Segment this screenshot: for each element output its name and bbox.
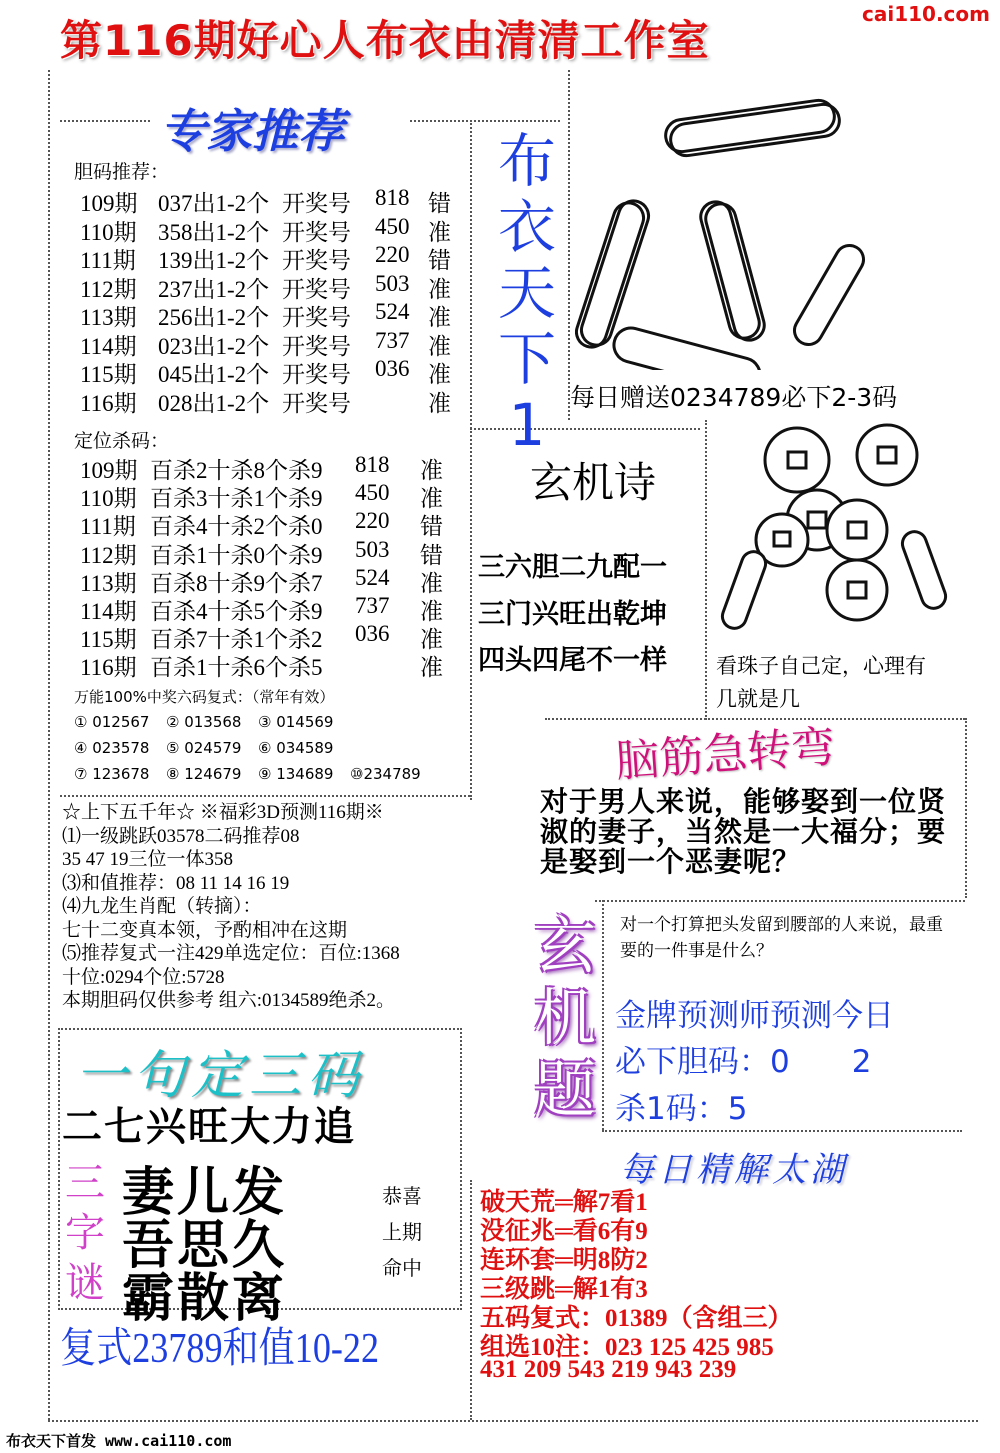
congrats-text: 命中 [382,1256,422,1280]
wanneng-cell: ③ 014569 [258,713,334,731]
brain-teaser-text: 对于男人来说，能够娶到一位贤淑的妻子，当然是一大福分；要是娶到一个恶妻呢？ [540,787,947,878]
bottom-border [48,1420,978,1422]
buyi-vertical-title [492,128,562,458]
center-divider [568,70,570,420]
result-cell: 524 [355,564,390,590]
period-cell: 112期 [80,542,137,568]
taihu-line: 没征兆═看6有9 [480,1218,648,1245]
vertical-char: 天 [497,259,556,327]
pick-cell: 037出1-2个 [158,191,270,216]
result-cell: 450 [375,213,410,239]
status-cell: 准 [420,458,443,483]
wanneng-cell: ① 012567 [74,713,150,731]
mystery-box-top [595,900,965,902]
vertical-char: 1 [508,391,546,459]
status-cell: 错 [428,191,451,216]
taihu-line: 组选10注：023 125 425 985 [480,1334,774,1361]
vertical-char: 三 [65,1160,105,1206]
result-cell: 220 [375,242,410,267]
result-cell: 737 [375,327,410,353]
taihu-line: 431 209 543 219 943 239 [480,1356,737,1383]
status-cell: 准 [420,627,443,653]
vertical-char: 下 [497,325,556,393]
period-cell: 116期 [80,390,137,416]
beads-note: 看珠子自己定，心理有几就是几 [716,654,926,711]
taihu-line: 破天荒═解7看1 [480,1189,648,1216]
result-cell: 524 [375,299,410,324]
must-dan-line: 必下胆码：0 2 [615,1044,872,1080]
kill-one-line: 杀1码：5 [615,1091,748,1127]
status-cell: 准 [420,570,443,596]
vertical-char: 字 [65,1210,105,1256]
note-line: 本期胆码仅供参考 组六:0134589绝杀2。 [62,990,396,1011]
taihu-box-left [470,1180,472,1420]
note-line: 35 47 19三位一体358 [62,849,234,870]
status-cell: 准 [420,655,443,681]
kill-label: 定位杀码： [74,430,170,452]
period-cell: 113期 [80,570,137,596]
status-cell: 准 [428,333,451,359]
result-cell: 503 [375,270,410,296]
result-cell: 818 [375,185,410,210]
period-cell: 115期 [80,362,137,387]
status-cell: 准 [420,599,443,624]
congrats-text: 上期 [382,1220,422,1244]
vertical-char: 机 [533,981,596,1054]
status-cell: 错 [420,542,443,568]
poem-line: 三六胆二九配一 [478,552,667,583]
pick-cell: 028出1-2个 [158,390,270,416]
brain-teaser-title: 脑筋急转弯 [613,721,837,788]
status-cell: 准 [428,276,451,302]
taihu-title: 每日精解太湖 [620,1150,848,1190]
period-cell: 111期 [80,248,136,273]
note-line: ⑷九龙生肖配（转摘）： [62,896,262,917]
pick-cell: 百杀1十杀0个杀9 [150,542,323,568]
poem-title: 玄机诗 [530,458,657,507]
dan-label: 胆码推荐： [74,161,170,183]
vertical-char: 谜 [65,1260,105,1306]
status-cell: 准 [428,390,451,416]
period-cell: 114期 [80,333,137,359]
taihu-line: 三级跳═解1有3 [480,1276,648,1303]
wanneng-cell: ⑧ 124679 [166,765,242,783]
one-line-phrase: 二七兴旺大力追 [62,1104,356,1150]
pick-cell: 358出1-2个 [158,219,270,245]
period-cell: 110期 [80,219,137,245]
label-cell: 开奖号 [282,390,351,416]
pick-cell: 237出1-2个 [158,276,270,302]
riddle-word: 妻儿发 [122,1162,288,1223]
period-cell: 115期 [80,627,137,653]
pick-cell: 百杀2十杀8个杀9 [150,458,323,483]
label-cell: 开奖号 [282,305,351,330]
result-cell: 450 [355,480,390,506]
result-cell: 220 [355,508,390,534]
vertical-char: 衣 [497,193,556,261]
label-cell: 开奖号 [282,362,351,387]
period-cell: 110期 [80,486,137,512]
taihu-line: 五码复式：01389（含组三） [480,1305,793,1332]
pick-cell: 256出1-2个 [158,305,270,330]
poem-line: 三门兴旺出乾坤 [478,599,667,630]
teaser-box-right [965,718,967,898]
wanneng-cell: ⑥ 034589 [258,739,334,757]
wanneng-label: 万能100%中奖六码复式：（常年有效） [74,688,335,706]
status-cell: 错 [420,514,443,540]
taihu-line: 连环套═明8防2 [480,1247,648,1274]
mystery-box-bottom [602,1130,962,1132]
rectangle-sketch-image [575,80,875,370]
mystery-question: 对一个打算把头发留到腰部的人来说，最重要的一件事是什么？ [620,915,943,961]
pick-cell: 百杀4十杀5个杀9 [150,599,323,624]
wanneng-cell: ⑩234789 [350,765,421,783]
label-cell: 开奖号 [282,219,351,245]
period-cell: 111期 [80,514,136,540]
wanneng-cell: ④ 023578 [74,739,150,757]
status-cell: 准 [420,486,443,512]
coins-sketch-image [712,420,962,645]
note-line: 七十二变真本领，予酌相冲在这期 [62,919,348,941]
expert-heading: 专家推荐 [160,104,344,158]
note-line: ⑸推荐复式一注429单选定位：百位:1368 [62,943,400,964]
note-line: ☆上下五千年☆ ※福彩3D预测116期※ [62,802,384,823]
pick-cell: 百杀3十杀1个杀9 [150,486,323,512]
result-cell: 036 [355,621,390,647]
wanneng-cell: ⑤ 024579 [166,739,242,757]
mystery-box-left [602,900,604,1130]
label-cell: 开奖号 [282,191,351,216]
pick-cell: 百杀8十杀9个杀7 [150,570,323,596]
site-badge[interactable]: cai110.com [862,2,990,26]
expert-box-right [470,120,472,800]
period-cell: 112期 [80,276,137,302]
daily-gift: 每日赠送0234789必下2-3码 [570,383,898,412]
result-cell: 818 [355,452,390,477]
label-cell: 开奖号 [282,248,351,273]
result-cell: 036 [375,356,410,381]
three-char-riddle-title [60,1158,110,1308]
status-cell: 准 [428,362,451,387]
expert-box-top-right [410,120,560,122]
pick-cell: 139出1-2个 [158,248,270,273]
result-cell: 503 [355,536,390,562]
note-line: ⑶和值推荐：08 11 14 16 19 [62,872,290,894]
gold-predictor-line: 金牌预测师预测今日 [615,998,894,1034]
label-cell: 开奖号 [282,276,351,302]
period-cell: 113期 [80,305,137,330]
status-cell: 准 [428,305,451,330]
period-cell: 114期 [80,599,137,624]
wanneng-cell: ⑦ 123678 [74,765,150,783]
status-cell: 准 [428,219,451,245]
pick-cell: 百杀4十杀2个杀0 [150,514,323,540]
result-cell: 737 [355,593,390,618]
note-line: 十位:0294个位:5728 [62,966,225,988]
period-cell: 116期 [80,655,137,681]
vertical-char: 布 [497,127,556,195]
pick-cell: 百杀1十杀6个杀5 [150,655,323,681]
poem-box-right [705,420,707,720]
vertical-char: 题 [533,1053,596,1126]
pick-cell: 百杀7十杀1个杀2 [150,627,323,653]
period-cell: 109期 [80,458,138,483]
label-cell: 开奖号 [282,333,351,359]
riddle-word: 吾思久 [122,1215,288,1276]
footer: 布衣天下首发 www.cai110.com [6,1432,232,1450]
wanneng-cell: ⑨ 134689 [258,765,334,783]
congrats-text: 恭喜 [382,1184,422,1208]
poem-line: 四头四尾不一样 [478,645,667,676]
riddle-word: 霸散离 [122,1268,288,1329]
period-cell: 109期 [80,191,138,216]
left-border [48,70,50,1420]
wanneng-cell: ② 013568 [166,713,242,731]
note-line: ⑴一级跳跃03578二码推荐08 [62,825,300,847]
expert-box-top [60,120,150,122]
vertical-char: 玄 [533,909,596,982]
status-cell: 错 [428,248,451,273]
pick-cell: 023出1-2个 [158,333,270,359]
mystery-vertical-title [530,910,600,1126]
combo-sum-line: 复式23789和值10-22 [60,1326,380,1372]
pick-cell: 045出1-2个 [158,362,270,387]
one-line-title: 一句定三码 [75,1046,366,1106]
page-title: 第116期好心人布衣由清清工作室 [60,16,710,65]
